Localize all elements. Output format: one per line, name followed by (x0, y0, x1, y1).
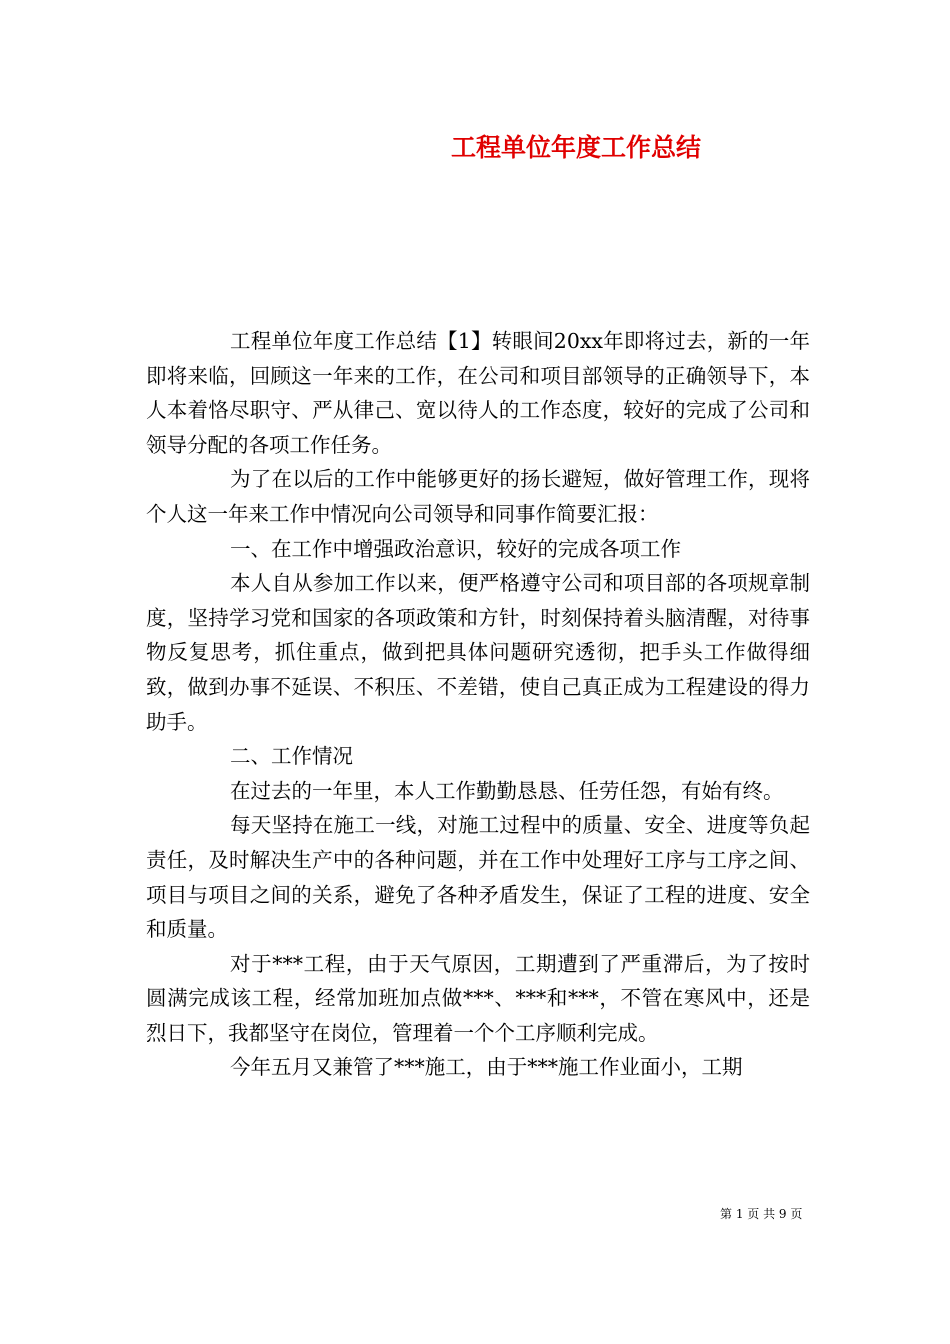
paragraph: 为了在以后的工作中能够更好的扬长避短，做好管理工作，现将个人这一年来工作中情况向公司领导和同事作简要汇报： (146, 467, 810, 526)
paragraph: 对于***工程，由于天气原因，工期遭到了严重滞后，为了按时圆满完成该工程，经常加班加点做***、***和***，不管在寒风中，还是烈日下，我都坚守在岗位，管理着一个个工序顺利完成。 (146, 951, 810, 1045)
paragraph: 每天坚持在施工一线，对施工过程中的质量、安全、进度等负起责任，及时解决生产中的各种问题，并在工作中处理好工序与工序之间、项目与项目之间的关系，避免了各种矛盾发生，保证了工程的进度、安全和质量。 (146, 813, 810, 942)
paragraph: 工程单位年度工作总结【1】转眼间20xx年即将过去，新的一年即将来临，回顾这一年来的工作，在公司和项目部领导的正确领导下，本人本着恪尽职守、严从律己、宽以待人的工作态度，较好的完成了公司和领导分配的各项工作任务。 (146, 329, 810, 457)
page-number-footer: 第 1 页 共 9 页 (720, 1207, 803, 1221)
paragraph: 在过去的一年里，本人工作勤勤恳恳、任劳任怨，有始有终。 (230, 778, 784, 803)
paragraph: 本人自从参加工作以来，便严格遵守公司和项目部的各项规章制度，坚持学习党和国家的各项政策和方针，时刻保持着头脑清醒，对待事物反复思考，抓住重点，做到把具体问题研究透彻，把手头工作做得细致，做到办事不延误、不积压、不差错，使自己真正成为工程建设的得力助手。 (146, 571, 810, 734)
section-heading: 二、工作情况 (230, 744, 354, 769)
paragraph: 今年五月又兼管了***施工，由于***施工作业面小，工期 (230, 1055, 743, 1080)
document-body (146, 324, 810, 1085)
section-heading: 一、在工作中增强政治意识，较好的完成各项工作 (230, 536, 682, 561)
document-title: 工程单位年度工作总结 (450, 133, 701, 162)
